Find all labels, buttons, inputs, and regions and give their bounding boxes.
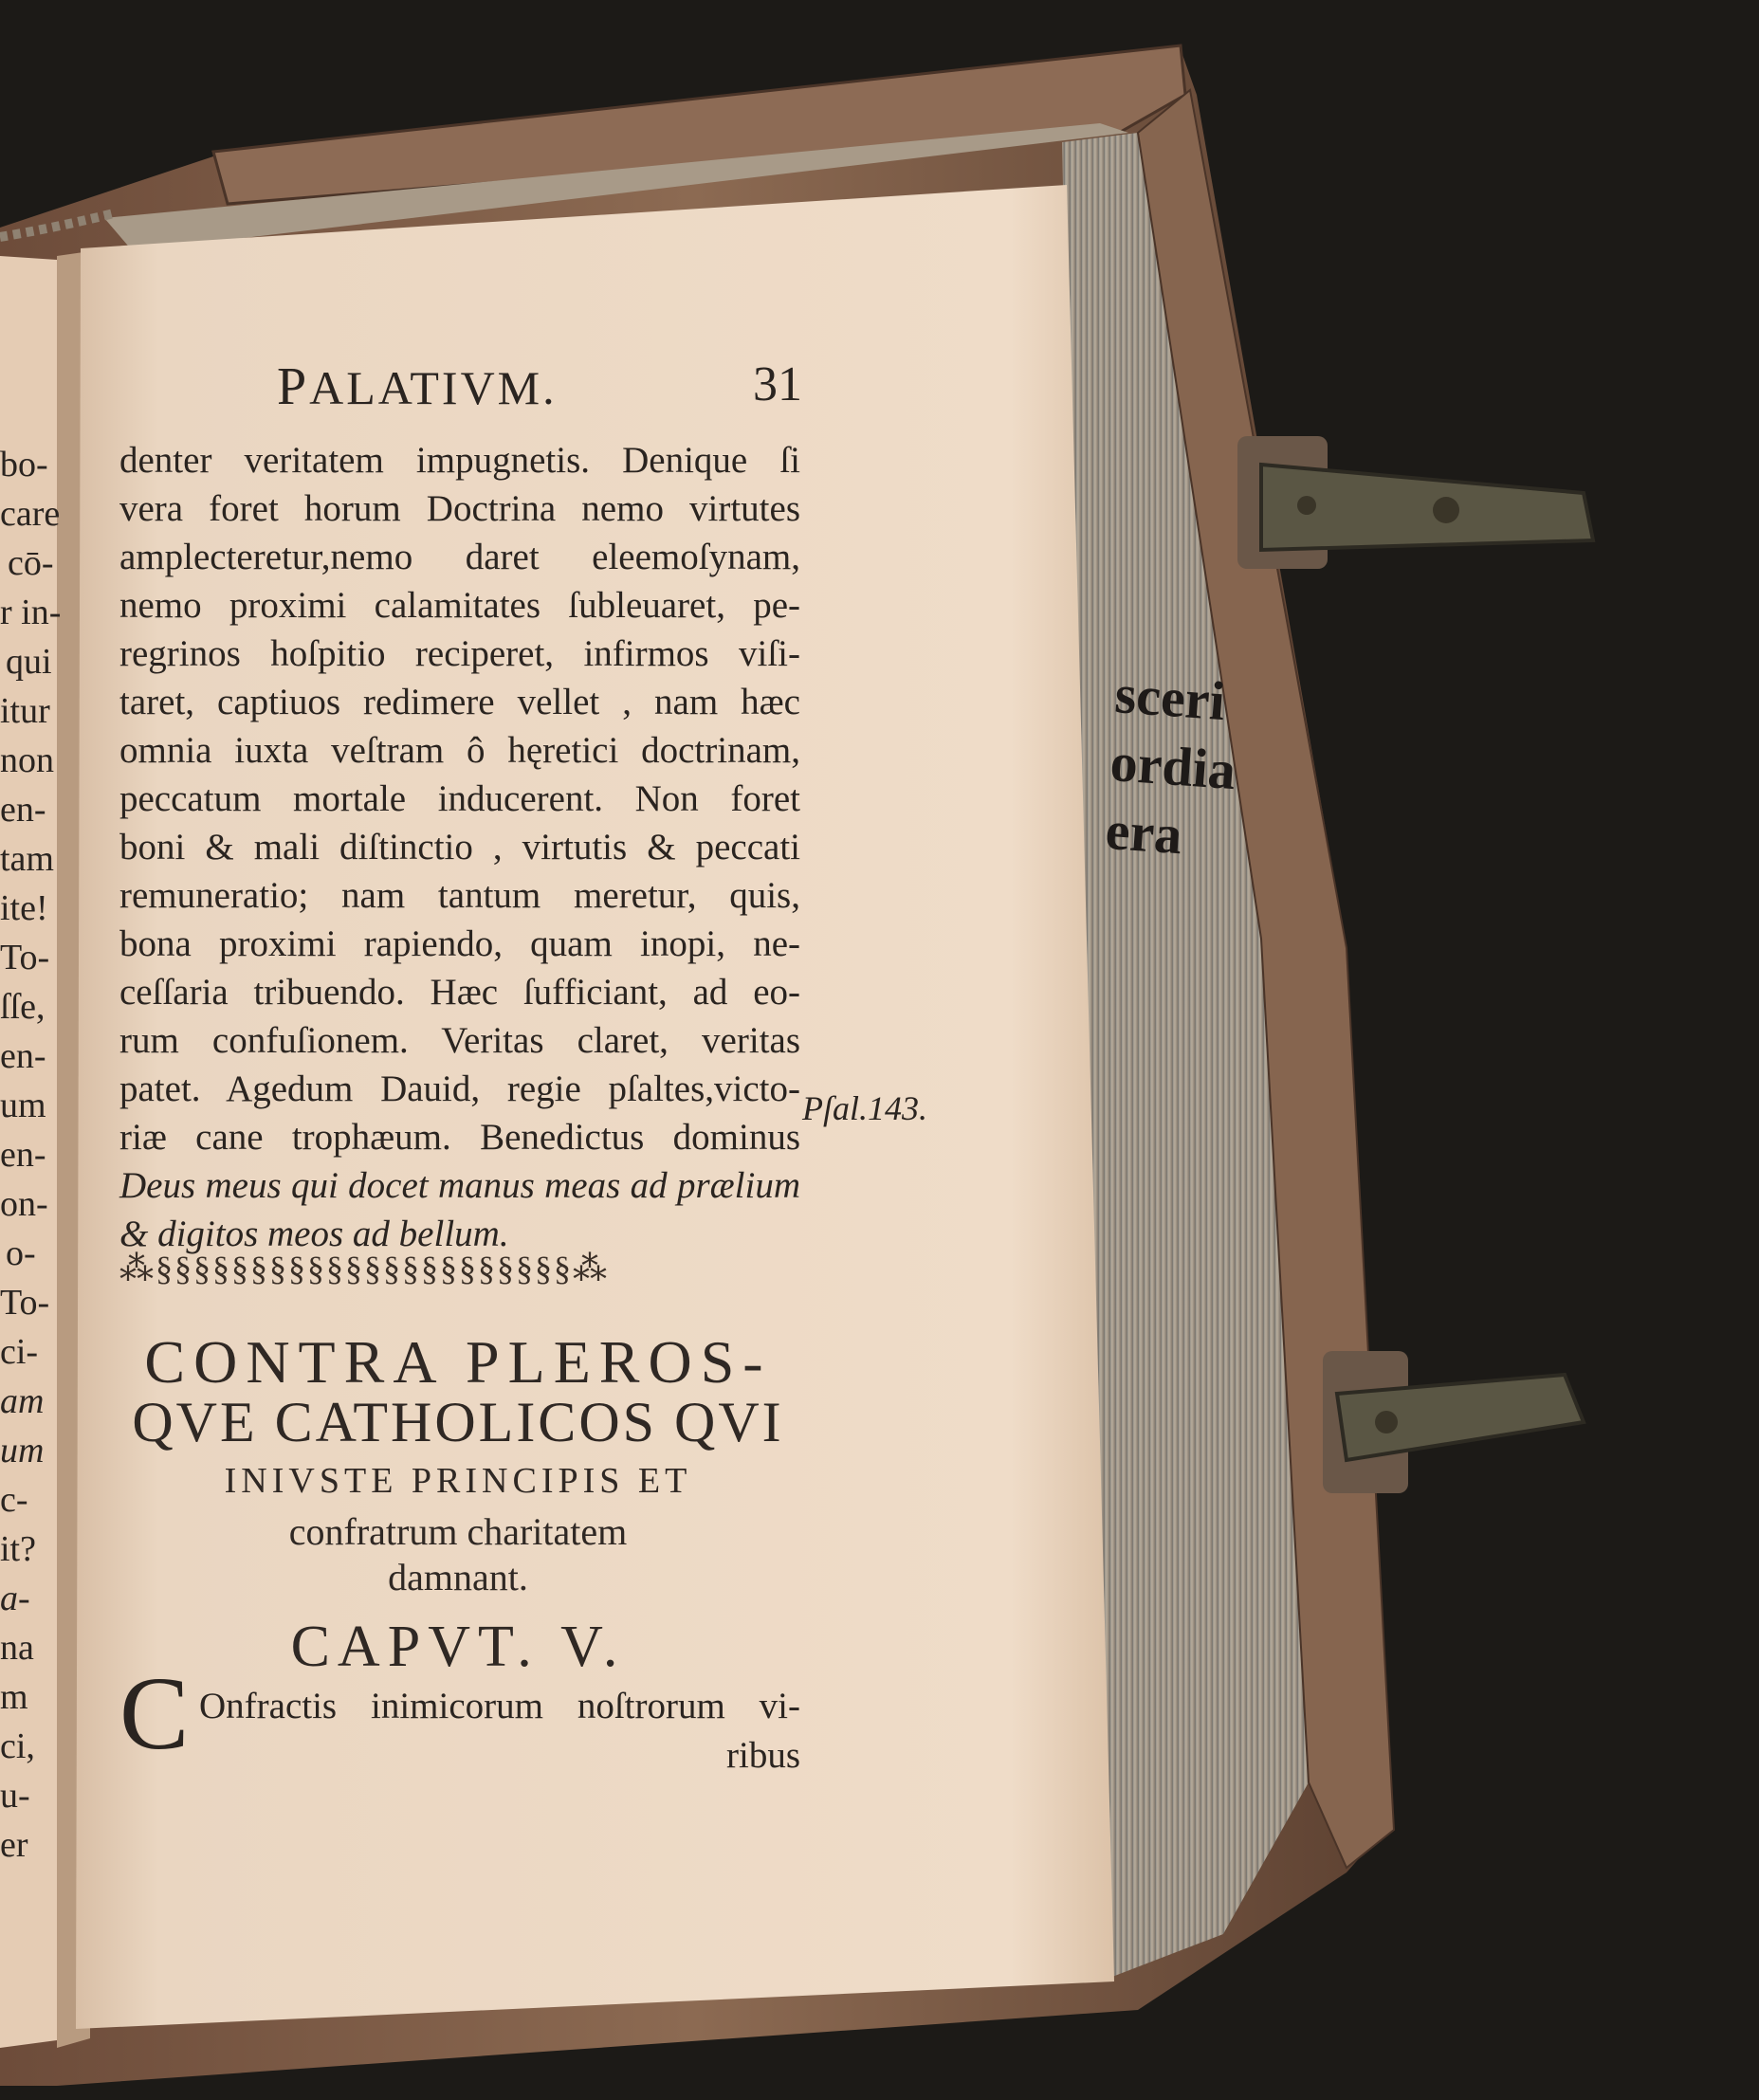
- left-fragment: u-: [0, 1776, 30, 1816]
- drop-cap: C: [119, 1655, 190, 1771]
- body-line: remuneratio; nam tantum meretur, quis,: [119, 875, 800, 916]
- left-fragment: To-: [0, 938, 50, 977]
- left-fragment: um: [0, 1431, 45, 1470]
- body-line: taret, captiuos redimere vellet , nam hæc: [119, 682, 800, 722]
- chapter-text-line: ribus: [726, 1735, 800, 1776]
- chapter-heading-line: CONTRA PLEROS-: [144, 1328, 772, 1396]
- left-fragment: na: [0, 1628, 34, 1668]
- body-line: omnia iuxta veſtram ô hęretici doctrinam,: [119, 730, 800, 771]
- body-line: regrinos hoſpitio reciperet, infirmos viſi-: [119, 633, 800, 674]
- body-line: nemo proximi calamitates ſubleuaret, pe-: [119, 585, 800, 626]
- page-number: 31: [753, 357, 802, 411]
- body-line: rum confuſionem. Veritas claret, veritas: [119, 1020, 800, 1061]
- fore-edge-label: [1098, 660, 1238, 952]
- left-fragment: itur: [0, 691, 50, 731]
- left-fragment: ſſe,: [0, 987, 46, 1027]
- fore-edge-label-line: sceri: [1112, 663, 1228, 733]
- left-fragment: o-: [6, 1233, 36, 1273]
- italic-line: Deus meus qui docet manus meas ad prælium: [119, 1165, 800, 1206]
- italic-line: & digitos meos ad bellum.: [119, 1214, 509, 1254]
- chapter-heading-line: confratrum charitatem: [288, 1510, 628, 1553]
- left-fragment: en-: [0, 790, 46, 830]
- left-fragment: it?: [0, 1529, 36, 1569]
- margin-note: Pſal.143.: [802, 1089, 927, 1127]
- left-fragment: am: [0, 1381, 45, 1421]
- fore-edge-label-line: era: [1103, 798, 1184, 867]
- left-fragment: en-: [0, 1135, 46, 1175]
- caput-title: CAPVT. V.: [290, 1615, 626, 1679]
- chapter-heading-line: QVE CATHOLICOS QVI: [132, 1391, 784, 1453]
- fore-edge-label-line: ordia: [1108, 730, 1238, 802]
- left-fragment: en-: [0, 1036, 46, 1076]
- chapter-heading-line: damnant.: [388, 1556, 528, 1598]
- left-fragment: non: [0, 740, 54, 780]
- body-line: denter veritatem impugnetis. Denique ſi: [119, 440, 800, 481]
- left-fragment: c-: [0, 1480, 28, 1520]
- left-fragment: ite!: [0, 888, 48, 928]
- body-line: vera foret horum Doctrina nemo virtutes: [119, 488, 800, 529]
- left-fragment: um: [0, 1086, 46, 1125]
- body-line: amplecteretur,nemo daret eleemoſynam,: [119, 537, 800, 577]
- body-line: peccatum mortale inducerent. Non foret: [119, 778, 800, 819]
- left-fragment: To-: [0, 1283, 50, 1323]
- left-fragment: cō-: [8, 543, 54, 583]
- body-line: riæ cane trophæum. Benedictus dominus: [119, 1117, 800, 1158]
- left-fragment: r in-: [0, 593, 62, 632]
- left-fragment: on-: [0, 1184, 48, 1224]
- running-head-initial: P: [277, 357, 310, 416]
- body-line: boni & mali diſtinctio , virtutis & peccati: [119, 827, 800, 867]
- left-fragment: ci,: [0, 1726, 35, 1766]
- body-line: ceſſaria tribuendo. Hæc ſufficiant, ad eo-: [119, 972, 800, 1013]
- chapter-text-line: Onfractis inimicorum noſtrorum vi-: [199, 1686, 800, 1726]
- left-fragment: bo-: [0, 445, 48, 484]
- ornament-band: ⁂§§§§§§§§§§§§§§§§§§§§§§⁂: [119, 1250, 609, 1287]
- chapter-heading-line: INIVSTE PRINCIPIS ET: [224, 1461, 692, 1501]
- left-fragment: m: [0, 1677, 28, 1717]
- body-text: [119, 436, 800, 1258]
- left-fragment: qui: [6, 642, 52, 682]
- left-fragment: er: [0, 1825, 28, 1865]
- left-fragment: ci-: [0, 1332, 39, 1372]
- body-line: bona proximi rapiendo, quam inopi, ne-: [119, 923, 800, 964]
- body-line: patet. Agedum Dauid, regie pſaltes,victo-: [119, 1068, 800, 1109]
- left-fragment: tam: [0, 839, 54, 879]
- running-head: [277, 356, 558, 417]
- left-fragment: care: [0, 494, 61, 534]
- left-fragment: a-: [0, 1579, 30, 1618]
- running-head-rest: ALATIVM.: [309, 361, 558, 414]
